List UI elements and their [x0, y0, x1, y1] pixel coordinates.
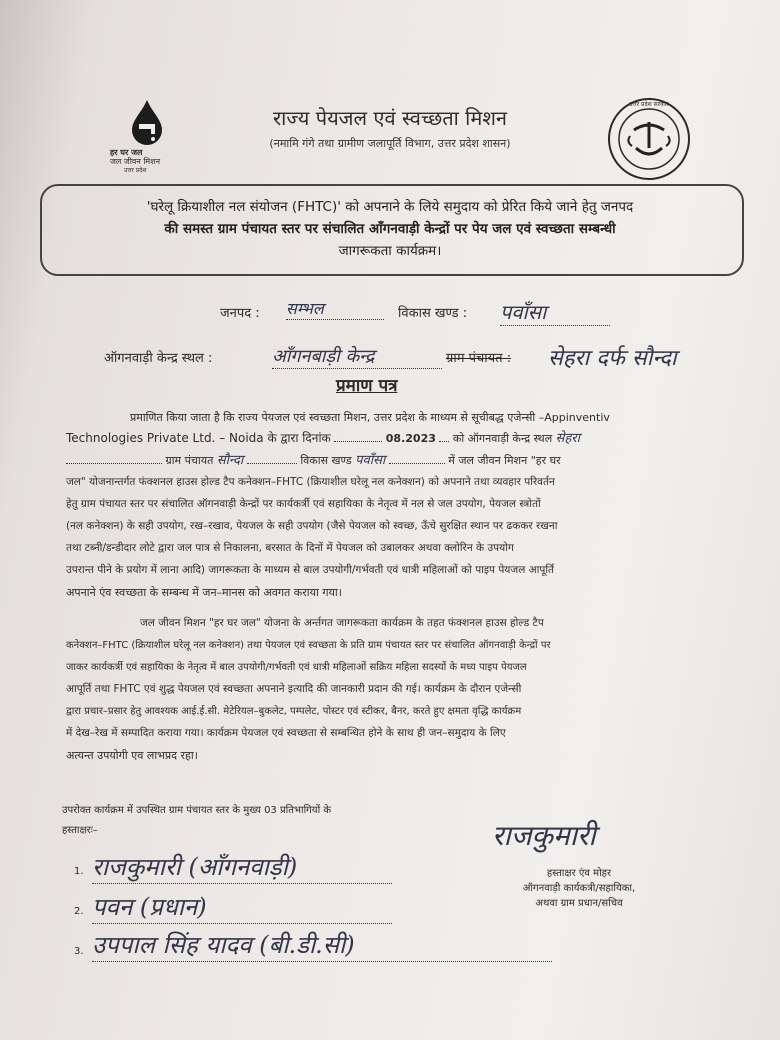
para1-line: प्रमाणित किया जाता है कि राज्य पेयजल एवं स्वच्छता मिशन, उत्तर प्रदेश के माध्यम से सूचीबद्ध एजेन्सी –Appinventiv — [130, 411, 610, 424]
participants-intro: हस्ताक्षरः– — [62, 825, 98, 836]
dotted-line — [389, 463, 445, 464]
participant-number: 1. — [74, 866, 84, 877]
vikas-handwritten: पवाँसा — [355, 453, 386, 468]
para1-line: तथा टब्नी/डन्डीदार लोटे द्वारा जल पात्र से निकालना, बरसात के दिनों में पेयजल को उबालकर अथवा क्लोरिन के उपयोग — [66, 542, 514, 554]
vikas-khand-value: पवाँसा — [500, 298, 610, 326]
para1-line — [66, 428, 746, 449]
dotted-line — [247, 463, 297, 464]
janpad-label: जनपद : — [220, 306, 260, 321]
signature-line: हस्ताक्षर एंव मोहर — [546, 868, 612, 879]
participants-intro: उपरोक्त कार्यक्रम में उपस्थित ग्राम पंचायत स्तर के मुख्य 03 प्रतिभागियों के — [62, 805, 332, 816]
janpad-value: सम्भल — [286, 297, 384, 320]
signature-handwritten: राजकुमारी — [492, 819, 596, 852]
para2-line: आपूर्ति तथा FHTC एवं शुद्ध पेयजल एवं स्वच्छता अपनाने इत्यादि की जानकारी प्रदान की गई। कार्यक्रम के दौरान एजेन्सी — [66, 683, 522, 695]
participant-3: उपपाल सिंह यादव (बी.डी.सी) — [92, 928, 552, 962]
para1-line: अपनाने एंव स्वच्छता के सम्बन्ध में जन–मानस को अवगत कराया गया। — [66, 586, 342, 599]
para1-text: ग्राम पंचायत — [165, 454, 214, 467]
para2-line: जाकर कार्यकर्त्री एवं सहायिका के नेतृत्व में बाल उपयोगी/गर्भवती एवं धात्री महिलाओं सक्रिय महिला सदस्यों के मध्य पाइप पेयजल — [66, 662, 527, 673]
water-drop-tap-icon — [122, 98, 172, 146]
program-title-line: 'घरेलू क्रियाशील नल संयोजन (FHTC)' को अपनाने के लिये समुदाय को प्रेरित किये जाने हेतु जनपद — [146, 199, 634, 215]
kendra-value: आँगनबाड़ी केन्द्र — [272, 344, 442, 369]
participant-number: 2. — [74, 906, 84, 917]
vikas-khand-label: विकास खण्ड : — [398, 306, 468, 321]
seal-text: उत्तर प्रदेश सरकार — [629, 101, 669, 108]
gram-panchayat-value: सेहरा दर्फ सौन्दा — [548, 346, 677, 371]
certificate-heading: प्रमाण पत्र — [336, 376, 398, 396]
dotted-line — [334, 441, 382, 442]
para1-line — [66, 450, 746, 471]
participant-2: पवन (प्रधान) — [92, 890, 392, 924]
program-title-line: जागरूकता कार्यक्रम। — [338, 243, 442, 259]
para1-line: हेतु ग्राम पंचायत स्तर पर संचालित ऑगनवाड़ी केन्द्रों पर कार्यकर्त्री एवं सहायिका के नेतृत्व में नल से जल उपयोग, पेयजल स्त्रोतों — [66, 498, 541, 510]
para2-line: कनेक्शन–FHTC (क्रियाशील घरेलू नल कनेक्शन) तथा पेयजल एवं स्वच्छता के प्रति ग्राम पंचायत स्तर पर संचालित ऑगनवाड़ी केन्द्रों पर — [66, 640, 551, 651]
participant-number: 3. — [74, 946, 84, 957]
participant-1: राजकुमारी (आँगनवाड़ी) — [92, 850, 392, 884]
page-title: राज्य पेयजल एवं स्वच्छता मिशन — [272, 106, 508, 130]
page-subtitle: (नमामि गंगे तथा ग्रामीण जलापूर्ति विभाग, उत्तर प्रदेश शासन) — [269, 137, 511, 150]
sthal-handwritten: सेहरा — [555, 431, 581, 446]
dotted-line — [66, 463, 162, 464]
gram-handwritten: सौन्दा — [216, 453, 244, 468]
para1-text: विकास खण्ड — [300, 454, 352, 467]
para1-line: उपरान्त पीने के प्रयोग में लाना आदि) जागरूकता के माध्यम से बाल उपयोगी/गर्भवती एवं धात्री महिलाओं को पाइप पेयजल आपूर्ति — [66, 564, 555, 576]
program-title-line: की समस्त ग्राम पंचायत स्तर पर संचालित आँगनवाड़ी केन्द्रों पर पेय जल एवं स्वच्छता सम्बन्धी — [164, 221, 616, 237]
signature-line: ऑगनवाड़ी कार्यकत्री/सहायिका, — [522, 883, 636, 894]
gram-panchayat-label: ग्राम पंचायत : — [446, 351, 512, 366]
program-date: 08.2023 — [385, 432, 436, 445]
para2-line: में देख–रेख में सम्पादित कराया गया। कार्यक्रम पेयजल एवं स्वच्छता से सम्बन्धित होने के साथ ही जन–समुदाय के लिए — [66, 727, 506, 739]
para1-line: (नल कनेक्शन) के सही उपयोग, रख–रखाव, पेयजल के सही उपयोग (जैसे पेयजल को स्वच्छ, ऊँचे सुरक्षित स्थान पर ढककर रखना — [66, 520, 558, 532]
up-government-seal — [606, 96, 692, 182]
para2-line: द्वारा प्रचार–प्रसार हेतु आवश्यक आई.ई.सी. मेटेरियल–बुकलेट, पम्पलेट, पोस्टर एवं स्टीकर, बैनर, करते हुए क्षमता वृद्धि कार्यक्रम — [66, 706, 522, 717]
dotted-line — [439, 441, 449, 442]
para2-line: अत्यन्त उपयोगी एव लाभप्रद रहा। — [66, 749, 198, 762]
logo-caption: हर घर जल जल जीवन मिशन उत्तर प्रदेश — [110, 148, 161, 174]
kendra-label: ऑगनवाड़ी केन्द्र स्थल : — [104, 351, 213, 366]
para1-text: में जल जीवन मिशन "हर घर — [448, 454, 561, 467]
para1-text: Technologies Private Ltd. – Noida के द्वारा दिनांक — [66, 431, 331, 445]
signature-caption — [494, 866, 664, 911]
para1-line: जल" योजनान्तर्गत फंक्शनल हाउस होल्ड टैप कनेक्शन–FHTC (क्रियाशील घरेलू नल कनेक्शन) को अपनाने तथा व्यवहार परिवर्तन — [66, 476, 555, 488]
para2-line: जल जीवन मिशन "हर घर जल" योजना के अर्न्तगत जागरूकता कार्यक्रम के तहत फंक्शनल हाउस होल्ड टैप — [140, 617, 544, 629]
program-title-text — [60, 196, 720, 262]
signature-line: अथवा ग्राम प्रधान/सचिव — [535, 898, 623, 909]
para1-text: को ऑगनवाड़ी केन्द्र स्थल — [452, 432, 553, 445]
